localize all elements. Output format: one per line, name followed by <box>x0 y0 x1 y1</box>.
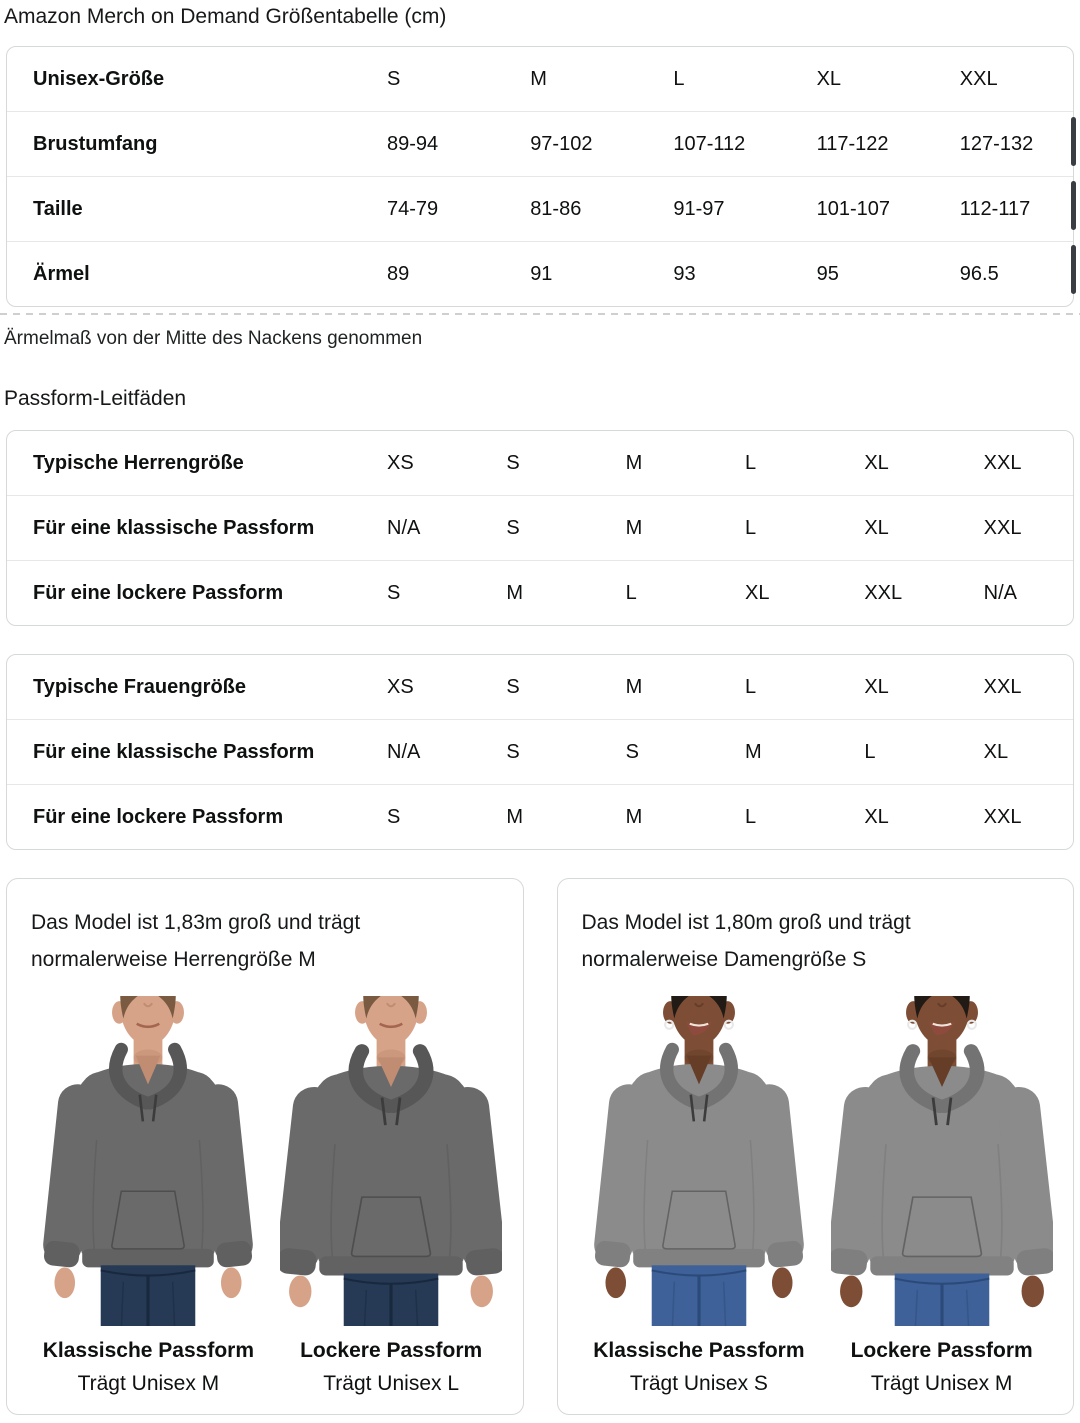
size-value: XXL <box>864 581 903 604</box>
size-value: XS <box>387 451 414 474</box>
size-value: 97-102 <box>530 132 593 155</box>
table-row <box>7 655 1073 719</box>
table-row[interactable] <box>7 47 1073 111</box>
size-value: S <box>506 675 520 698</box>
row-label: Brustumfang <box>33 132 158 155</box>
size-value: 74-79 <box>387 197 439 220</box>
size-value: M <box>625 516 643 539</box>
size-value: XL <box>864 805 889 828</box>
model-photo-loose-female <box>831 996 1053 1326</box>
size-value: L <box>745 805 757 828</box>
size-value: S <box>625 740 639 763</box>
fit-label: Klassische Passform <box>593 1339 805 1362</box>
unisex-size-table <box>6 46 1074 307</box>
size-value: XL <box>745 581 770 604</box>
size-value: M <box>506 581 523 604</box>
size-value: L <box>745 451 757 474</box>
size-value: L <box>864 740 876 763</box>
figure-column <box>31 996 266 1396</box>
size-value: M <box>530 67 547 90</box>
size-value: 89 <box>387 262 410 285</box>
row-label: Taille <box>33 197 83 220</box>
size-value: L <box>745 675 757 698</box>
figure-column <box>582 996 817 1396</box>
table-row[interactable] <box>7 176 1073 241</box>
model-photo-classic-male <box>37 996 259 1326</box>
size-value: S <box>387 67 401 90</box>
row-label: Für eine lockere Passform <box>33 805 284 828</box>
model-card-female <box>557 878 1075 1415</box>
dashed-divider <box>0 313 1080 315</box>
size-value: XXL <box>959 67 998 90</box>
size-value: XXL <box>983 675 1022 698</box>
size-value: N/A <box>387 516 421 539</box>
size-value: L <box>625 581 637 604</box>
page-title: Amazon Merch on Demand Größentabelle (cm) <box>4 5 447 28</box>
figure-column <box>824 996 1059 1396</box>
size-value: 95 <box>816 262 839 285</box>
size-value: XL <box>864 516 889 539</box>
size-value: XL <box>816 67 842 90</box>
size-value: 96.5 <box>959 262 999 285</box>
size-value: 91 <box>530 262 553 285</box>
model-card-male <box>6 878 524 1415</box>
figure-row <box>31 996 509 1396</box>
row-label: Für eine klassische Passform <box>33 516 315 539</box>
table-row <box>7 560 1073 625</box>
row-label: Typische Frauengröße <box>33 675 247 698</box>
size-value: S <box>387 581 401 604</box>
fit-guides-heading: Passform-Leitfäden <box>4 387 187 410</box>
table-row[interactable] <box>7 111 1073 176</box>
worn-size-label: Trägt Unisex L <box>323 1372 460 1395</box>
table-row <box>7 495 1073 560</box>
worn-size-label: Trägt Unisex M <box>77 1372 220 1395</box>
model-description: Das Model ist 1,80m groß und trägt normalerweise Damengröße S <box>581 911 911 971</box>
row-label: Ärmel <box>33 262 90 285</box>
size-value: N/A <box>983 581 1017 604</box>
size-value: XXL <box>983 451 1022 474</box>
size-value: L <box>673 67 685 90</box>
row-label: Unisex-Größe <box>33 67 165 90</box>
model-cards <box>6 878 1074 1415</box>
figure-column <box>274 996 509 1396</box>
fit-label: Lockere Passform <box>850 1339 1033 1362</box>
womens-fit-table <box>6 654 1074 850</box>
fit-label: Klassische Passform <box>42 1339 255 1362</box>
table-row <box>7 784 1073 849</box>
size-value: N/A <box>387 740 421 763</box>
size-value: S <box>506 516 520 539</box>
row-label: Für eine klassische Passform <box>33 740 315 763</box>
size-value: 112-117 <box>959 197 1031 220</box>
size-value: 91-97 <box>673 197 725 220</box>
size-value: 81-86 <box>530 197 582 220</box>
size-value: M <box>625 451 643 474</box>
size-value: 107-112 <box>673 132 746 155</box>
model-photo-loose-male <box>280 996 502 1326</box>
model-description: Das Model ist 1,83m groß und trägt normalerweise Herrengröße M <box>31 911 361 971</box>
table-row[interactable] <box>7 241 1073 306</box>
row-scroll-indicator[interactable] <box>1071 117 1076 166</box>
figure-row <box>582 996 1060 1396</box>
size-value: S <box>506 740 520 763</box>
size-value: M <box>625 675 643 698</box>
size-value: 117-122 <box>816 132 889 155</box>
size-value: S <box>387 805 401 828</box>
size-value: 127-132 <box>959 132 1034 155</box>
size-value: XXL <box>983 805 1022 828</box>
fit-label: Lockere Passform <box>300 1339 483 1362</box>
size-value: XL <box>864 451 889 474</box>
size-value: L <box>745 516 757 539</box>
row-scroll-indicator[interactable] <box>1071 181 1076 230</box>
size-value: XXL <box>983 516 1022 539</box>
size-value: M <box>625 805 643 828</box>
row-label: Für eine lockere Passform <box>33 581 284 604</box>
mens-fit-table <box>6 430 1074 626</box>
size-value: XL <box>983 740 1009 763</box>
size-value: 93 <box>673 262 696 285</box>
size-value: M <box>745 740 762 763</box>
worn-size-label: Trägt Unisex M <box>870 1372 1013 1395</box>
size-value: 89-94 <box>387 132 439 155</box>
model-photo-classic-female <box>588 996 810 1326</box>
size-value: M <box>506 805 523 828</box>
table-row <box>7 719 1073 784</box>
table-row <box>7 431 1073 495</box>
sleeve-note: Ärmelmaß von der Mitte des Nackens genommen <box>4 328 423 349</box>
size-value: XS <box>387 675 414 698</box>
size-value: 101-107 <box>816 197 890 220</box>
size-value: XL <box>864 675 889 698</box>
row-scroll-indicator[interactable] <box>1071 245 1076 294</box>
row-label: Typische Herrengröße <box>33 451 244 474</box>
size-value: S <box>506 451 520 474</box>
worn-size-label: Trägt Unisex S <box>629 1372 768 1395</box>
